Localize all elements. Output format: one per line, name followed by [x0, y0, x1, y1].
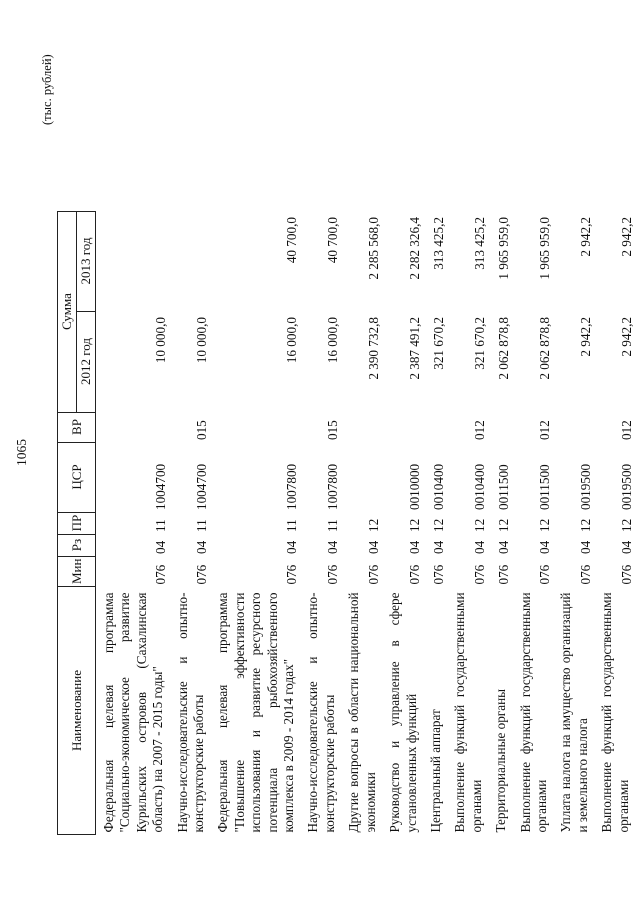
- table-row: [423, 211, 447, 834]
- row-rz: 04: [618, 540, 634, 555]
- row-min: 076: [496, 564, 512, 585]
- row-vr: 015: [324, 420, 340, 441]
- table-row: [447, 211, 488, 834]
- table-body: [96, 211, 635, 834]
- row-rz: 04: [577, 540, 593, 555]
- row-name: Научно-исследовательские и опытно-конструкторские работы: [174, 592, 207, 833]
- row-vr: [96, 412, 170, 442]
- row-min: 076: [365, 564, 381, 585]
- row-rz: 04: [536, 540, 552, 555]
- row-pr: 12: [618, 518, 634, 533]
- table-row: [300, 211, 341, 834]
- header-rz: Рз: [58, 534, 96, 556]
- row-vr: [553, 412, 594, 442]
- row-csr: 1004700: [194, 463, 210, 511]
- row-min: 076: [194, 564, 210, 585]
- header-min: Мин: [58, 556, 96, 586]
- table-row: [170, 211, 211, 834]
- row-pr: 11: [284, 519, 300, 533]
- table-row: [594, 211, 635, 834]
- row-rz: 04: [365, 540, 381, 555]
- header-vr: ВР: [58, 412, 96, 442]
- row-pr: 12: [365, 518, 381, 533]
- row-vr: 015: [194, 420, 210, 441]
- table-row: [513, 211, 554, 834]
- row-name: Научно-исследовательские и опытно-конструкторские работы: [305, 592, 337, 833]
- row-csr: 0011500: [536, 464, 552, 511]
- row-sum-2012: 16 000,0: [284, 317, 300, 364]
- row-rz: 04: [153, 540, 169, 555]
- row-csr: 0019500: [618, 463, 634, 511]
- header-pr: ПР: [58, 512, 96, 534]
- row-name: Выполнение функций государственными органами: [599, 592, 631, 833]
- row-rz: 04: [471, 540, 487, 555]
- row-csr: 1004700: [153, 463, 169, 511]
- row-rz: 04: [406, 540, 422, 555]
- row-pr: 12: [471, 518, 487, 533]
- table-row: [341, 211, 382, 834]
- row-sum-2012: 321 670,2: [430, 317, 446, 370]
- row-sum-2012: 321 670,2: [471, 317, 487, 370]
- row-csr: 1007800: [324, 463, 340, 511]
- table-row: [488, 211, 512, 834]
- row-min: 076: [284, 564, 300, 585]
- budget-table: [57, 211, 635, 835]
- row-min: 076: [153, 564, 169, 585]
- row-sum-2013: 313 425,2: [430, 217, 446, 270]
- row-sum-2013: 2 942,2: [618, 217, 634, 257]
- row-sum-2013: 1 965 959,0: [496, 217, 512, 280]
- row-vr: [210, 412, 300, 442]
- row-csr: [341, 442, 382, 512]
- row-sum-2013: 40 700,0: [284, 217, 300, 264]
- row-rz: 04: [194, 540, 210, 555]
- header-sum: Сумма: [58, 211, 77, 412]
- row-csr: 0011500: [496, 464, 512, 511]
- table-row: [210, 211, 300, 834]
- row-name: Территориальные органы: [493, 689, 509, 833]
- page-number: 1065: [14, 439, 29, 466]
- row-name: Другие вопросы в области национальной экономики: [346, 592, 378, 833]
- row-sum-2013: [96, 211, 170, 311]
- row-name: Выполнение функций государственными органами: [452, 592, 484, 833]
- row-csr: 0010000: [406, 463, 422, 511]
- row-pr: 12: [577, 518, 593, 533]
- header-year-2013: 2013 год: [77, 211, 96, 311]
- row-min: 076: [471, 564, 487, 585]
- row-vr: [341, 412, 382, 442]
- row-pr: 11: [153, 519, 169, 533]
- row-sum-2013: 1 965 959,0: [536, 217, 552, 280]
- row-pr: 12: [430, 518, 446, 533]
- header-csr: ЦСР: [58, 442, 96, 512]
- row-name: Уплата налога на имущество организаций и земельного налога: [558, 592, 590, 833]
- row-sum-2013: [170, 211, 211, 311]
- row-rz: 04: [496, 540, 512, 555]
- unit-note: (тыс. рублей): [40, 54, 54, 125]
- row-sum-2012: 16 000,0: [324, 317, 340, 364]
- row-min: 076: [430, 564, 446, 585]
- row-sum-2012: 2 942,2: [577, 317, 593, 357]
- row-name: Центральный аппарат: [427, 709, 443, 833]
- row-sum-2013: 2 285 568,0: [365, 217, 381, 280]
- row-name: Руководство и управление в сфере установленных функций: [387, 592, 419, 833]
- row-sum-2013: 40 700,0: [324, 217, 340, 264]
- table-row: [553, 211, 594, 834]
- row-csr: 0019500: [577, 463, 593, 511]
- row-sum-2012: 10 000,0: [153, 317, 169, 364]
- row-min: 076: [324, 564, 340, 585]
- row-min: 076: [536, 564, 552, 585]
- row-pr: 11: [194, 519, 210, 533]
- row-name: Федеральная целевая программа "Социально-экономическое развитие Курильских островов (Сахалинская область) на 2007 - 2015 годы": [101, 592, 166, 833]
- row-min: 076: [406, 564, 422, 585]
- row-sum-2013: 2 942,2: [577, 217, 593, 257]
- table-row: [96, 211, 170, 834]
- header-year-2012: 2012 год: [77, 311, 96, 412]
- row-csr: 0010400: [430, 463, 446, 511]
- row-sum-2012: 10 000,0: [194, 317, 210, 364]
- table-header: [58, 211, 96, 834]
- row-vr: [423, 412, 447, 442]
- row-name: Федеральная целевая программа "Повышение эффективности использования и развитие ресурсного потенциала рыбохозяйственного комплекса в 2009 - 2014 годах": [215, 592, 297, 833]
- row-sum-2012: 2 942,2: [618, 317, 634, 357]
- table-row: [382, 211, 423, 834]
- row-sum-2013: 2 282 326,4: [406, 217, 422, 280]
- row-name: Выполнение функций государственными органами: [517, 592, 549, 833]
- row-vr: [488, 412, 512, 442]
- row-csr: 1007800: [284, 463, 300, 511]
- row-sum-2012: 2 062 878,8: [536, 317, 552, 380]
- row-sum-2012: 2 390 732,8: [365, 317, 381, 380]
- row-vr: 012: [536, 420, 552, 441]
- row-sum-2012: 2 062 878,8: [496, 317, 512, 380]
- row-sum-2013: 313 425,2: [471, 217, 487, 270]
- row-rz: 04: [430, 540, 446, 555]
- row-sum-2012: 2 387 491,2: [406, 317, 422, 380]
- row-rz: 04: [284, 540, 300, 555]
- row-vr: 012: [618, 420, 634, 441]
- row-min: 076: [577, 564, 593, 585]
- row-vr: 012: [471, 420, 487, 441]
- header-name: Наименование: [58, 587, 96, 835]
- row-min: 076: [618, 564, 634, 585]
- row-rz: 04: [324, 540, 340, 555]
- row-pr: 12: [496, 518, 512, 533]
- row-pr: 12: [406, 518, 422, 533]
- row-pr: 11: [324, 519, 340, 533]
- row-vr: [382, 412, 423, 442]
- row-pr: 12: [536, 518, 552, 533]
- row-csr: 0010400: [471, 463, 487, 511]
